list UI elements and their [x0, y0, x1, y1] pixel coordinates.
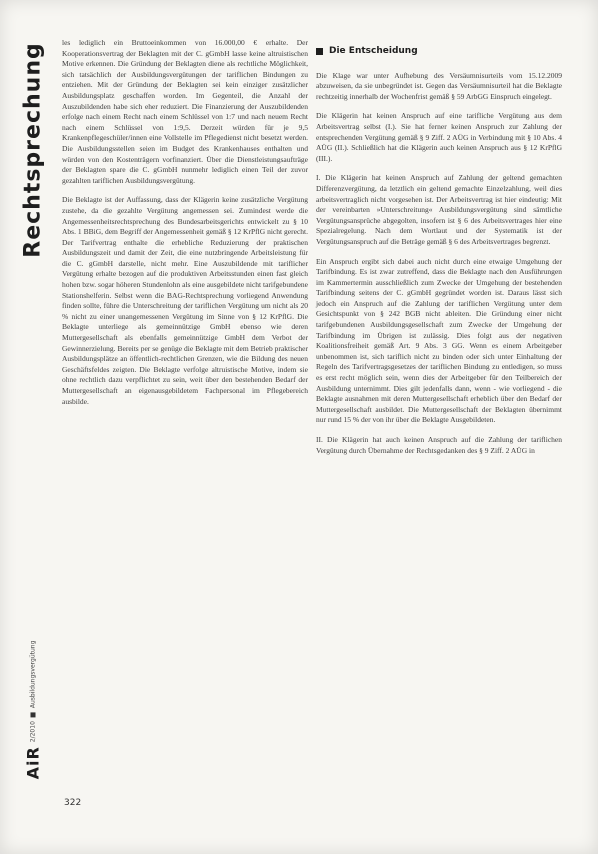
section-heading [316, 46, 562, 57]
journal-logo: AiR [23, 746, 43, 780]
paragraph: II. Die Klägerin hat auch keinen Anspruch auf die Zahlung der tariflichen Vergütung durch Übernahme der Rechtsgedanken des § 9 Ziff. 2 AÜG in [316, 435, 562, 455]
right-column [316, 38, 562, 465]
square-bullet-icon [31, 712, 36, 717]
issue-number: 2/2010 [29, 721, 37, 743]
left-column [62, 38, 308, 416]
square-bullet-icon [316, 48, 323, 55]
paragraph: les lediglich ein Bruttoeinkommen von 16.000,00 € erhalte. Der Kooperationsvertrag der Beklagten mit der C. gGmbH lasse keine altruistischen Motive erkennen. Die Gründung der Beklagten diene als rechtliche Möglichkeit, sich tatsächlich der Ausbildungsvergütungen der tariflichen Bindungen zu entziehen. Mit der Gründung der Beklagten sei kein einziger zusätzlicher Ausbildungsplatz geschaffen worden. Im Gegenteil, die Anzahl der Auszubildenden habe sich eher reduziert. Die Finanzierung der Auszubildenden erfolge nach einem Recht nach einem Schlüssel von 1:7 und nach neuem Recht nach einem Schlüssel von 1:9,5. Derzeit würden für je 9,5 Krankenpflegeschüler/innen eine Vollstelle im Pflegedienst nicht besetzt werden. Die Ausbildungsstellen seien im Budget des Krankenhauses enthalten und würden von den Kostenträgern vorfinanziert. Über die Dienstleistungsaufträge der Beklagten spare die C. gGmbH nunmehr lediglich einen Teil der zuvor gezahlten tariflichen Ausbildungsvergütung. [62, 38, 308, 185]
paragraph: Die Klage war unter Aufhebung des Versäumnisurteils vom 15.12.2009 abzuweisen, da sie unbegründet ist. Gegen das Versäumnisurteil hat die Beklagte rechtzeitig innerhalb der Wochenfrist gemäß § 59 ArbGG Einspruch eingelegt. [316, 70, 562, 101]
section-title-vertical [18, 42, 48, 258]
journal-issue-vertical [18, 600, 48, 820]
issue-section: Ausbildungsvergütung [29, 640, 37, 709]
paragraph: Ein Anspruch ergibt sich dabei auch nicht durch eine etwaige Umgehung der Tarifbindung. Es ist zwar zutreffend, dass die Beklagte nach den Ausführungen im Kammertermin ausschließlich zum Zwecke der Umgehung der bestehenden Tarifbindung seitens der C. gGmbH gegründet worden ist. Daraus lässt sich jedoch ein Anspruch auf die Zahlung der tariflichen Vergütung unter dem Gesichtspunkt von § 242 BGB nicht ableiten. Die Gründung einer nicht tarifgebundenen Ausbildungsgesellschaft zum Zwecke der Umgehung der Tarifbindung im Übrigen ist zulässig. Dies folgt aus der negativen Koalitionsfreiheit gemäß Art. 9 Abs. 3 GG. Wenn es einem Arbeitgeber unbenommen ist, sich tariflich nicht zu binden oder sich unter Einhaltung der Regeln des Tarifvertragsgesetzes der tariflichen Bindung zu entledigen, so muss es erst recht möglich sein, wenn dies der Arbeitgeber für den Teilbereich der Ausbildung unternimmt. Dies gilt jedenfalls dann, wenn - wie vorliegend - die Beklagte ausnahmen mit deren Muttergesellschaft erheblich über den Bedarf der Muttergesellschaft ausbildet. Die Muttergesellschaft der Beklagten übernimmt nur rund 15 % der von ihr über die Beklagte Ausgebildeten. [316, 256, 562, 425]
section-title: Rechtsprechung [20, 42, 46, 258]
paragraph: I. Die Klägerin hat keinen Anspruch auf Zahlung der geltend gemachten Differenzvergütung, da letztlich ein geltend gemachte Einzelzahlung, weil dies arbeitsvertraglich nicht vorgesehen ist. Der Arbeitsvertrag ist hier eindeutig: Mit der vereinbarten »Unterschreitung« Ausbildungsvergütung sind sämtliche Vergütungsansprüche abgegolten, insofern ist § 6 des Arbeitsvertrages hier eine Spezialregelung. Nach dem Wortlaut und der Systematik ist der Vergütungsanspruch auf die Beträge gemäß § 6 des Arbeitsvertrages begrenzt. [316, 173, 562, 246]
section-heading-text: Die Entscheidung [329, 46, 418, 56]
paragraph: Die Klägerin hat keinen Anspruch auf eine tarifliche Vergütung aus dem Arbeitsvertrag selbst (I.). Sie hat ferner keinen Anspruch zur Zahlung der entsprechenden Vergütung gemäß § 9 Ziff. 2 AÜG in Verbindung mit § 10 Abs. 4 AÜG (II.). Schließlich hat die Klägerin auch keinen Anspruch aus § 12 KrPflG (III.). [316, 111, 562, 163]
page-number: 322 [64, 798, 82, 808]
paragraph: Die Beklagte ist der Auffassung, dass der Klägerin keine zusätzliche Vergütung zustehe, da die gezahlte Vergütung angemessen sei. Zumindest werde die Angemessenheitsrechtsprechung des Bundesarbeitsgerichts entwickelt zu § 10 Abs. 1 BBiG, dem Begriff der Angemessenheit gemäß § 12 KrPflG nicht gerecht. Der Tarifvertrag enthalte die erhebliche Reduzierung der praktischen Ausbildungszeit und damit der Zeit, die eine nutzbringende Arbeitsleistung für die C. gGmbH darstelle, nicht mehr. Eine Auszubildende mit tariflicher Vergütung erhalte bezogen auf die produktiven Arbeitsstunden einen fast gleich hohen bzw. sogar höheren Stundenlohn als eine ausgebildete nicht tarifgebundene Stationshelferin. Selbst wenn die BAG-Rechtsprechung vorliegend Anwendung finden sollte, führe die Unterschreitung der tariflichen Vergütung um nicht als 20 % nicht zu einer unangemessenen Vergütung im Sinne von § 12 KrPflG. Die Beklagte unterliege als gemeinnützige GmbH ebenso wie deren Muttergesellschaft als ebenfalls gemeinnützige GmbH dem Verbot der Gewinnerzielung. Bereits per se genüge die Beklagte mit dem Betrieb praktischer Ausbildungsplätze an öffentlich-rechtlichen Grenzen, wie die Bildung des neuen Geschäftsfeldes zeigten. Die Beklagte verfolge altruistische Motive, indem sie ohne rechtlich dazu verpflichtet zu sein, weit über den bestehenden Bedarf der Muttergesellschaft an eigenausgebildetem Fachpersonal im Pflegebereich ausbilde. [62, 195, 308, 406]
